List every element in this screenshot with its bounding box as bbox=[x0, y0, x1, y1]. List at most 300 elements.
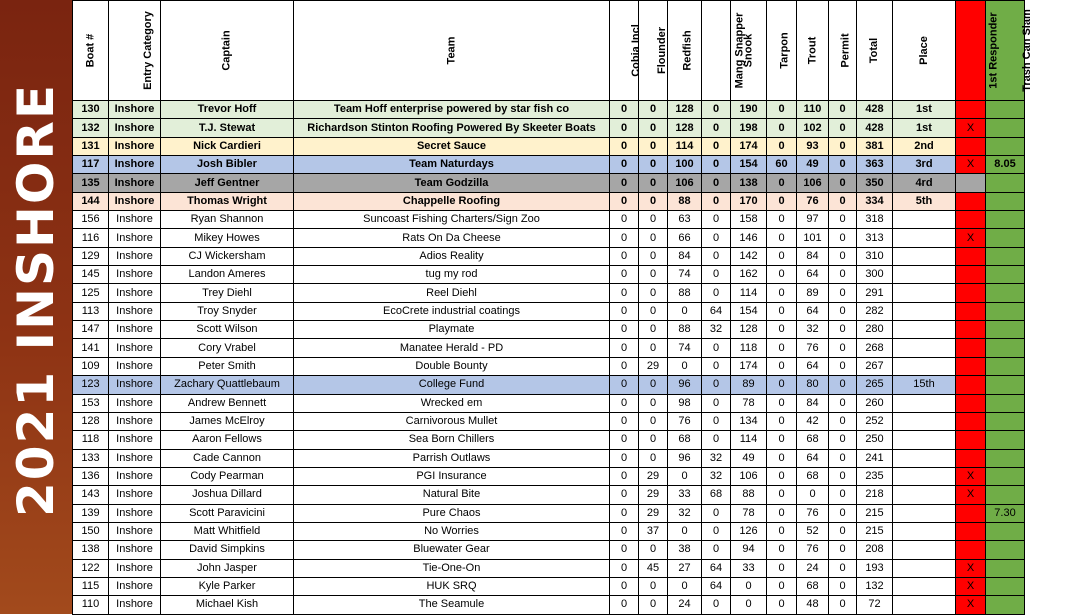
cell-redfish: 0 bbox=[668, 522, 702, 540]
table-row bbox=[73, 577, 1025, 595]
cell-category: Inshore bbox=[109, 357, 161, 375]
cell-captain: Mikey Howes bbox=[161, 229, 294, 247]
col-header-captain: Captain bbox=[161, 1, 294, 101]
cell-permit: 0 bbox=[829, 394, 857, 412]
cell-team: Reel Diehl bbox=[294, 284, 610, 302]
cell-trout: 68 bbox=[797, 467, 829, 485]
cell-captain: David Simpkins bbox=[161, 541, 294, 559]
cell-1st-responder bbox=[956, 357, 986, 375]
cell-total: 268 bbox=[857, 339, 893, 357]
cell-mang-snapper: 32 bbox=[702, 449, 731, 467]
cell-flounder: 29 bbox=[639, 486, 668, 504]
cell-cobia: 0 bbox=[610, 486, 639, 504]
col-header-mang-snapper: Mang Snapper bbox=[702, 1, 731, 101]
cell-captain: Kyle Parker bbox=[161, 577, 294, 595]
cell-1st-responder bbox=[956, 504, 986, 522]
cell-1st-responder bbox=[956, 137, 986, 155]
col-header-permit: Permit bbox=[829, 1, 857, 101]
cell-flounder: 0 bbox=[639, 302, 668, 320]
table-row bbox=[73, 486, 1025, 504]
cell-captain: Trey Diehl bbox=[161, 284, 294, 302]
cell-place bbox=[893, 559, 956, 577]
banner bbox=[0, 0, 72, 614]
cell-team: Sea Born Chillers bbox=[294, 431, 610, 449]
cell-flounder: 0 bbox=[639, 229, 668, 247]
cell-redfish: 0 bbox=[668, 357, 702, 375]
cell-flounder: 0 bbox=[639, 119, 668, 137]
cell-trash-can-slam bbox=[986, 449, 1025, 467]
cell-boat: 129 bbox=[73, 247, 109, 265]
cell-team: PGI Insurance bbox=[294, 467, 610, 485]
cell-permit: 0 bbox=[829, 486, 857, 504]
cell-mang-snapper: 0 bbox=[702, 394, 731, 412]
cell-trout: 89 bbox=[797, 284, 829, 302]
cell-trout: 64 bbox=[797, 449, 829, 467]
cell-captain: Cory Vrabel bbox=[161, 339, 294, 357]
cell-redfish: 88 bbox=[668, 321, 702, 339]
cell-tarpon: 0 bbox=[767, 284, 797, 302]
cell-cobia: 0 bbox=[610, 596, 639, 614]
cell-category: Inshore bbox=[109, 541, 161, 559]
cell-flounder: 0 bbox=[639, 266, 668, 284]
cell-mang-snapper: 0 bbox=[702, 376, 731, 394]
cell-redfish: 33 bbox=[668, 486, 702, 504]
cell-category: Inshore bbox=[109, 266, 161, 284]
cell-1st-responder: X bbox=[956, 559, 986, 577]
cell-tarpon: 60 bbox=[767, 156, 797, 174]
cell-1st-responder: X bbox=[956, 229, 986, 247]
cell-team: tug my rod bbox=[294, 266, 610, 284]
cell-trash-can-slam bbox=[986, 101, 1025, 119]
cell-total: 363 bbox=[857, 156, 893, 174]
cell-total: 282 bbox=[857, 302, 893, 320]
cell-boat: 128 bbox=[73, 412, 109, 430]
cell-snook: 190 bbox=[731, 101, 767, 119]
cell-cobia: 0 bbox=[610, 339, 639, 357]
cell-permit: 0 bbox=[829, 174, 857, 192]
cell-category: Inshore bbox=[109, 467, 161, 485]
cell-team: College Fund bbox=[294, 376, 610, 394]
cell-permit: 0 bbox=[829, 156, 857, 174]
cell-captain: Troy Snyder bbox=[161, 302, 294, 320]
cell-trout: 106 bbox=[797, 174, 829, 192]
cell-snook: 114 bbox=[731, 284, 767, 302]
cell-total: 265 bbox=[857, 376, 893, 394]
cell-captain: John Jasper bbox=[161, 559, 294, 577]
col-header-team: Team bbox=[294, 1, 610, 101]
cell-flounder: 0 bbox=[639, 394, 668, 412]
col-header-place: Place bbox=[893, 1, 956, 101]
table-row bbox=[73, 101, 1025, 119]
cell-captain: Aaron Fellows bbox=[161, 431, 294, 449]
cell-permit: 0 bbox=[829, 339, 857, 357]
cell-category: Inshore bbox=[109, 431, 161, 449]
cell-cobia: 0 bbox=[610, 357, 639, 375]
cell-trash-can-slam bbox=[986, 339, 1025, 357]
cell-permit: 0 bbox=[829, 504, 857, 522]
cell-snook: 154 bbox=[731, 156, 767, 174]
cell-boat: 138 bbox=[73, 541, 109, 559]
table-row bbox=[73, 119, 1025, 137]
cell-captain: Cody Pearman bbox=[161, 467, 294, 485]
cell-permit: 0 bbox=[829, 137, 857, 155]
cell-redfish: 27 bbox=[668, 559, 702, 577]
table-row bbox=[73, 394, 1025, 412]
cell-cobia: 0 bbox=[610, 156, 639, 174]
cell-category: Inshore bbox=[109, 559, 161, 577]
cell-category: Inshore bbox=[109, 247, 161, 265]
cell-team: Bluewater Gear bbox=[294, 541, 610, 559]
cell-boat: 130 bbox=[73, 101, 109, 119]
cell-permit: 0 bbox=[829, 302, 857, 320]
cell-tarpon: 0 bbox=[767, 321, 797, 339]
cell-permit: 0 bbox=[829, 357, 857, 375]
cell-place bbox=[893, 321, 956, 339]
cell-total: 280 bbox=[857, 321, 893, 339]
cell-trout: 101 bbox=[797, 229, 829, 247]
cell-boat: 144 bbox=[73, 192, 109, 210]
cell-trash-can-slam bbox=[986, 522, 1025, 540]
cell-snook: 128 bbox=[731, 321, 767, 339]
cell-boat: 153 bbox=[73, 394, 109, 412]
cell-trash-can-slam bbox=[986, 486, 1025, 504]
cell-captain: Scott Wilson bbox=[161, 321, 294, 339]
cell-captain: Matt Whitfield bbox=[161, 522, 294, 540]
table-row bbox=[73, 137, 1025, 155]
cell-trout: 76 bbox=[797, 504, 829, 522]
cell-place: 15th bbox=[893, 376, 956, 394]
cell-mang-snapper: 0 bbox=[702, 339, 731, 357]
cell-1st-responder: X bbox=[956, 156, 986, 174]
cell-flounder: 0 bbox=[639, 596, 668, 614]
cell-flounder: 0 bbox=[639, 247, 668, 265]
cell-total: 235 bbox=[857, 467, 893, 485]
cell-total: 334 bbox=[857, 192, 893, 210]
cell-place bbox=[893, 247, 956, 265]
cell-tarpon: 0 bbox=[767, 504, 797, 522]
table-row bbox=[73, 321, 1025, 339]
cell-team: Manatee Herald - PD bbox=[294, 339, 610, 357]
cell-captain: Cade Cannon bbox=[161, 449, 294, 467]
cell-trash-can-slam bbox=[986, 357, 1025, 375]
cell-boat: 135 bbox=[73, 174, 109, 192]
cell-trash-can-slam bbox=[986, 467, 1025, 485]
cell-trout: 52 bbox=[797, 522, 829, 540]
cell-total: 260 bbox=[857, 394, 893, 412]
cell-mang-snapper: 0 bbox=[702, 412, 731, 430]
cell-mang-snapper: 32 bbox=[702, 467, 731, 485]
cell-permit: 0 bbox=[829, 101, 857, 119]
col-header-boat: Boat # bbox=[73, 1, 109, 101]
cell-team: The Seamule bbox=[294, 596, 610, 614]
cell-snook: 162 bbox=[731, 266, 767, 284]
cell-redfish: 0 bbox=[668, 467, 702, 485]
cell-tarpon: 0 bbox=[767, 174, 797, 192]
cell-cobia: 0 bbox=[610, 211, 639, 229]
cell-boat: 139 bbox=[73, 504, 109, 522]
cell-place bbox=[893, 522, 956, 540]
cell-trash-can-slam: 7.30 bbox=[986, 504, 1025, 522]
cell-boat: 125 bbox=[73, 284, 109, 302]
cell-flounder: 37 bbox=[639, 522, 668, 540]
cell-trout: 32 bbox=[797, 321, 829, 339]
cell-trout: 84 bbox=[797, 394, 829, 412]
cell-team: Suncoast Fishing Charters/Sign Zoo bbox=[294, 211, 610, 229]
cell-mang-snapper: 0 bbox=[702, 229, 731, 247]
cell-flounder: 0 bbox=[639, 156, 668, 174]
cell-mang-snapper: 0 bbox=[702, 119, 731, 137]
cell-captain: CJ Wickersham bbox=[161, 247, 294, 265]
cell-permit: 0 bbox=[829, 431, 857, 449]
cell-category: Inshore bbox=[109, 137, 161, 155]
cell-snook: 106 bbox=[731, 467, 767, 485]
cell-flounder: 0 bbox=[639, 412, 668, 430]
cell-snook: 174 bbox=[731, 357, 767, 375]
col-header-redfish: Redfish bbox=[668, 1, 702, 101]
cell-team: Adios Reality bbox=[294, 247, 610, 265]
cell-permit: 0 bbox=[829, 449, 857, 467]
cell-tarpon: 0 bbox=[767, 394, 797, 412]
cell-cobia: 0 bbox=[610, 266, 639, 284]
cell-boat: 131 bbox=[73, 137, 109, 155]
cell-cobia: 0 bbox=[610, 302, 639, 320]
table-row bbox=[73, 504, 1025, 522]
cell-flounder: 29 bbox=[639, 504, 668, 522]
cell-trout: 102 bbox=[797, 119, 829, 137]
cell-redfish: 38 bbox=[668, 541, 702, 559]
cell-captain: Josh Bibler bbox=[161, 156, 294, 174]
cell-category: Inshore bbox=[109, 211, 161, 229]
cell-permit: 0 bbox=[829, 284, 857, 302]
cell-total: 215 bbox=[857, 504, 893, 522]
cell-trout: 97 bbox=[797, 211, 829, 229]
cell-tarpon: 0 bbox=[767, 211, 797, 229]
cell-place: 4rd bbox=[893, 174, 956, 192]
cell-flounder: 0 bbox=[639, 284, 668, 302]
cell-snook: 158 bbox=[731, 211, 767, 229]
cell-redfish: 88 bbox=[668, 192, 702, 210]
cell-category: Inshore bbox=[109, 486, 161, 504]
cell-redfish: 0 bbox=[668, 577, 702, 595]
cell-mang-snapper: 0 bbox=[702, 156, 731, 174]
cell-1st-responder bbox=[956, 101, 986, 119]
cell-snook: 78 bbox=[731, 394, 767, 412]
cell-flounder: 0 bbox=[639, 541, 668, 559]
cell-team: EcoCrete industrial coatings bbox=[294, 302, 610, 320]
cell-mang-snapper: 32 bbox=[702, 321, 731, 339]
cell-category: Inshore bbox=[109, 449, 161, 467]
cell-permit: 0 bbox=[829, 266, 857, 284]
cell-captain: Jeff Gentner bbox=[161, 174, 294, 192]
results-table bbox=[72, 0, 1033, 615]
cell-permit: 0 bbox=[829, 229, 857, 247]
cell-permit: 0 bbox=[829, 577, 857, 595]
cell-permit: 0 bbox=[829, 211, 857, 229]
cell-mang-snapper: 64 bbox=[702, 302, 731, 320]
cell-place bbox=[893, 541, 956, 559]
cell-tarpon: 0 bbox=[767, 376, 797, 394]
cell-redfish: 68 bbox=[668, 431, 702, 449]
cell-1st-responder: X bbox=[956, 467, 986, 485]
cell-team: Pure Chaos bbox=[294, 504, 610, 522]
cell-1st-responder bbox=[956, 394, 986, 412]
cell-1st-responder: X bbox=[956, 577, 986, 595]
cell-boat: 143 bbox=[73, 486, 109, 504]
cell-cobia: 0 bbox=[610, 247, 639, 265]
cell-cobia: 0 bbox=[610, 119, 639, 137]
cell-team: Team Hoff enterprise powered by star fish co bbox=[294, 101, 610, 119]
cell-tarpon: 0 bbox=[767, 522, 797, 540]
table-row bbox=[73, 266, 1025, 284]
cell-place bbox=[893, 467, 956, 485]
cell-mang-snapper: 0 bbox=[702, 357, 731, 375]
cell-category: Inshore bbox=[109, 339, 161, 357]
cell-trash-can-slam bbox=[986, 119, 1025, 137]
cell-cobia: 0 bbox=[610, 522, 639, 540]
cell-trout: 110 bbox=[797, 101, 829, 119]
cell-total: 193 bbox=[857, 559, 893, 577]
cell-total: 291 bbox=[857, 284, 893, 302]
cell-redfish: 66 bbox=[668, 229, 702, 247]
cell-cobia: 0 bbox=[610, 394, 639, 412]
cell-place bbox=[893, 302, 956, 320]
cell-trash-can-slam bbox=[986, 596, 1025, 614]
table-row bbox=[73, 357, 1025, 375]
cell-redfish: 63 bbox=[668, 211, 702, 229]
cell-tarpon: 0 bbox=[767, 559, 797, 577]
cell-tarpon: 0 bbox=[767, 467, 797, 485]
cell-permit: 0 bbox=[829, 541, 857, 559]
cell-1st-responder bbox=[956, 321, 986, 339]
cell-1st-responder bbox=[956, 247, 986, 265]
cell-snook: 114 bbox=[731, 431, 767, 449]
cell-trash-can-slam bbox=[986, 211, 1025, 229]
cell-cobia: 0 bbox=[610, 229, 639, 247]
table-row bbox=[73, 541, 1025, 559]
cell-permit: 0 bbox=[829, 376, 857, 394]
cell-boat: 150 bbox=[73, 522, 109, 540]
cell-cobia: 0 bbox=[610, 284, 639, 302]
cell-team: Double Bounty bbox=[294, 357, 610, 375]
cell-boat: 116 bbox=[73, 229, 109, 247]
cell-trash-can-slam bbox=[986, 412, 1025, 430]
header-row bbox=[73, 1, 1025, 101]
cell-snook: 154 bbox=[731, 302, 767, 320]
cell-tarpon: 0 bbox=[767, 119, 797, 137]
cell-tarpon: 0 bbox=[767, 137, 797, 155]
cell-captain: Zachary Quattlebaum bbox=[161, 376, 294, 394]
cell-total: 318 bbox=[857, 211, 893, 229]
cell-team: Richardson Stinton Roofing Powered By Skeeter Boats bbox=[294, 119, 610, 137]
cell-flounder: 0 bbox=[639, 174, 668, 192]
cell-mang-snapper: 0 bbox=[702, 174, 731, 192]
cell-tarpon: 0 bbox=[767, 431, 797, 449]
cell-boat: 123 bbox=[73, 376, 109, 394]
cell-trash-can-slam bbox=[986, 559, 1025, 577]
cell-snook: 138 bbox=[731, 174, 767, 192]
cell-trout: 64 bbox=[797, 357, 829, 375]
cell-snook: 146 bbox=[731, 229, 767, 247]
cell-team: Chappelle Roofing bbox=[294, 192, 610, 210]
cell-1st-responder bbox=[956, 431, 986, 449]
cell-trout: 76 bbox=[797, 339, 829, 357]
cell-redfish: 128 bbox=[668, 119, 702, 137]
table-row bbox=[73, 559, 1025, 577]
cell-cobia: 0 bbox=[610, 541, 639, 559]
cell-cobia: 0 bbox=[610, 101, 639, 119]
cell-place bbox=[893, 339, 956, 357]
cell-place bbox=[893, 431, 956, 449]
cell-trash-can-slam bbox=[986, 577, 1025, 595]
cell-category: Inshore bbox=[109, 302, 161, 320]
cell-category: Inshore bbox=[109, 229, 161, 247]
cell-team: Rats On Da Cheese bbox=[294, 229, 610, 247]
cell-snook: 0 bbox=[731, 577, 767, 595]
cell-boat: 133 bbox=[73, 449, 109, 467]
cell-1st-responder bbox=[956, 211, 986, 229]
cell-total: 310 bbox=[857, 247, 893, 265]
cell-total: 218 bbox=[857, 486, 893, 504]
cell-mang-snapper: 64 bbox=[702, 577, 731, 595]
cell-trout: 68 bbox=[797, 577, 829, 595]
cell-category: Inshore bbox=[109, 156, 161, 174]
cell-captain: Landon Ameres bbox=[161, 266, 294, 284]
cell-boat: 141 bbox=[73, 339, 109, 357]
cell-boat: 136 bbox=[73, 467, 109, 485]
cell-tarpon: 0 bbox=[767, 357, 797, 375]
cell-trout: 76 bbox=[797, 541, 829, 559]
cell-redfish: 114 bbox=[668, 137, 702, 155]
cell-redfish: 96 bbox=[668, 376, 702, 394]
cell-trout: 64 bbox=[797, 302, 829, 320]
cell-trash-can-slam bbox=[986, 321, 1025, 339]
cell-mang-snapper: 0 bbox=[702, 192, 731, 210]
cell-place bbox=[893, 357, 956, 375]
cell-tarpon: 0 bbox=[767, 101, 797, 119]
cell-1st-responder bbox=[956, 339, 986, 357]
cell-redfish: 74 bbox=[668, 266, 702, 284]
cell-snook: 78 bbox=[731, 504, 767, 522]
cell-1st-responder bbox=[956, 266, 986, 284]
cell-tarpon: 0 bbox=[767, 266, 797, 284]
cell-cobia: 0 bbox=[610, 449, 639, 467]
col-header-flounder: Flounder bbox=[639, 1, 668, 101]
cell-mang-snapper: 68 bbox=[702, 486, 731, 504]
cell-snook: 89 bbox=[731, 376, 767, 394]
cell-trash-can-slam bbox=[986, 229, 1025, 247]
cell-flounder: 0 bbox=[639, 577, 668, 595]
cell-flounder: 29 bbox=[639, 467, 668, 485]
cell-1st-responder bbox=[956, 541, 986, 559]
cell-mang-snapper: 0 bbox=[702, 247, 731, 265]
cell-redfish: 74 bbox=[668, 339, 702, 357]
cell-flounder: 0 bbox=[639, 137, 668, 155]
cell-mang-snapper: 0 bbox=[702, 431, 731, 449]
cell-mang-snapper: 0 bbox=[702, 596, 731, 614]
cell-category: Inshore bbox=[109, 596, 161, 614]
table-row bbox=[73, 449, 1025, 467]
cell-snook: 170 bbox=[731, 192, 767, 210]
cell-boat: 115 bbox=[73, 577, 109, 595]
cell-trout: 76 bbox=[797, 192, 829, 210]
table-row bbox=[73, 522, 1025, 540]
cell-boat: 110 bbox=[73, 596, 109, 614]
cell-team: No Worries bbox=[294, 522, 610, 540]
cell-flounder: 45 bbox=[639, 559, 668, 577]
cell-mang-snapper: 0 bbox=[702, 137, 731, 155]
col-header-1st-responder: 1st Responder bbox=[956, 1, 986, 101]
cell-1st-responder: X bbox=[956, 486, 986, 504]
